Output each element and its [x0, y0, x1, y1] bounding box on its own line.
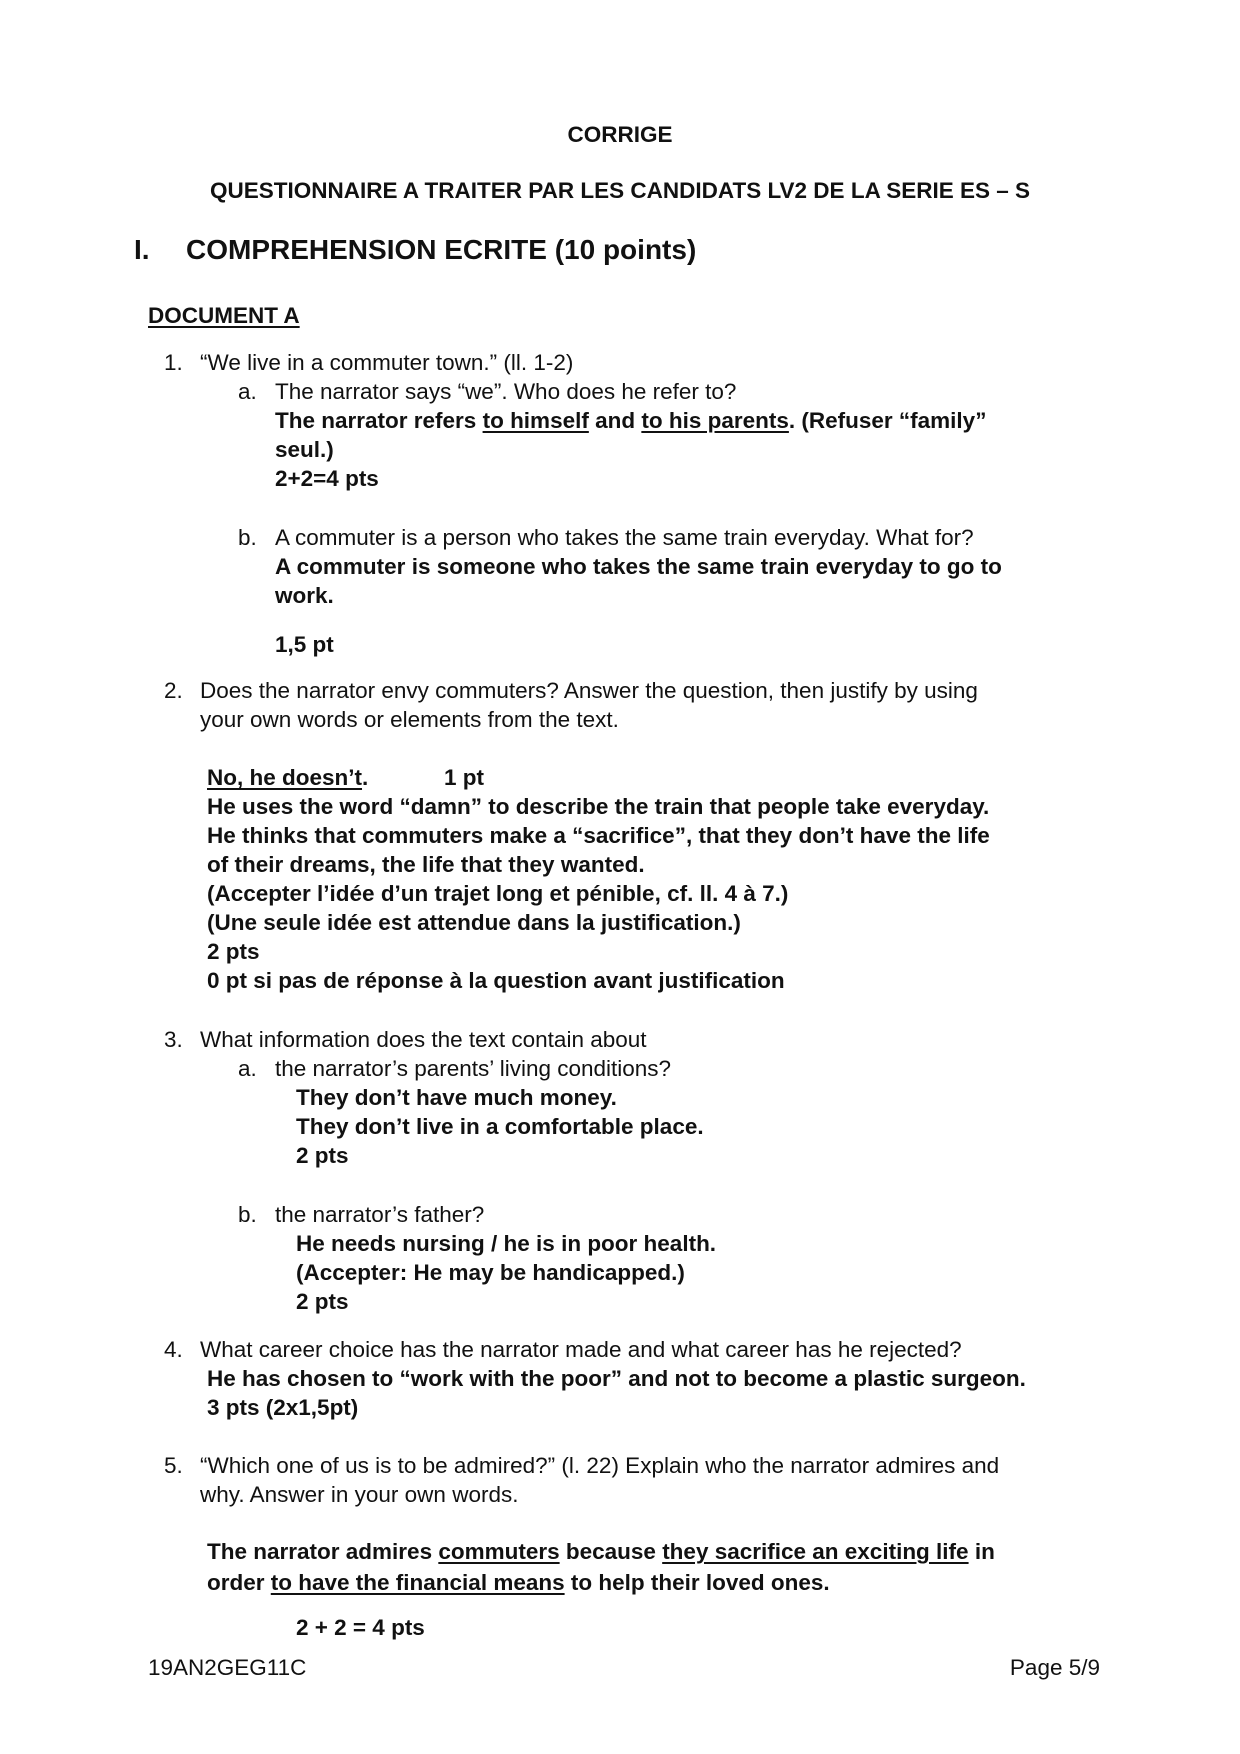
- footer-code: 19AN2GEG11C: [148, 1655, 307, 1680]
- document-label: DOCUMENT A: [148, 303, 300, 328]
- answer-5: The narrator admires commuters because they sacrifice an exciting life in order to have the financial means to help their loved ones.: [207, 1539, 995, 1595]
- sub-letter: b.: [238, 525, 257, 550]
- answer-1b: A commuter is someone who takes the same train everyday to go to work.: [275, 554, 1002, 608]
- points-5: 2 + 2 = 4 pts: [296, 1615, 425, 1640]
- question-1a-text: The narrator says “we”. Who does he refer to?: [275, 379, 737, 404]
- question-5-text: “Which one of us is to be admired?” (l. 22) Explain who the narrator admires and why. Answer in your own words.: [200, 1453, 1000, 1507]
- points-2-answer: 1 pt: [444, 765, 485, 790]
- points-1b: 1,5 pt: [275, 632, 334, 657]
- answer-2: No, he doesn’t.: [207, 765, 369, 790]
- justification-2: He uses the word “damn” to describe the train that people take everyday. He thinks that commuters make a “sacrifice”, that they don’t have the life of their dreams, the life that they wanted. (Accepter l’idée d’un trajet long et pénible, cf. ll. 4 à 7.) (Une seule idée est attendue dans la justification.) 2 pts 0 pt si pas de réponse à la question avant justification: [207, 794, 990, 993]
- question-4-text: What career choice has the narrator made and what career has he rejected?: [200, 1337, 962, 1362]
- question-1-text: “We live in a commuter town.” (ll. 1-2): [200, 350, 574, 375]
- question-3a-text: the narrator’s parents’ living conditions?: [275, 1056, 672, 1081]
- footer-page-number: Page 5/9: [1009, 1655, 1100, 1680]
- section-title: COMPREHENSION ECRITE (10 points): [186, 234, 697, 265]
- question-3-text: What information does the text contain about: [200, 1027, 647, 1052]
- answer-3b: He needs nursing / he is in poor health. (Accepter: He may be handicapped.) 2 pts: [296, 1231, 717, 1314]
- question-number: 3.: [164, 1027, 183, 1052]
- question-3b-text: the narrator’s father?: [275, 1202, 485, 1227]
- answer-4: He has chosen to “work with the poor” and not to become a plastic surgeon. 3 pts (2x1,5pt): [207, 1366, 1026, 1420]
- page-title: CORRIGE: [567, 122, 673, 147]
- question-number: 5.: [164, 1453, 183, 1478]
- sub-letter: a.: [238, 1056, 257, 1081]
- section-number: I.: [134, 234, 150, 265]
- sub-letter: a.: [238, 379, 257, 404]
- answer-1a: The narrator refers to himself and to his parents. (Refuser “family” seul.): [275, 408, 987, 462]
- question-1b-text: A commuter is a person who takes the same train everyday. What for?: [275, 525, 974, 550]
- points-1a: 2+2=4 pts: [275, 466, 379, 491]
- question-number: 2.: [164, 678, 183, 703]
- sub-letter: b.: [238, 1202, 257, 1227]
- question-number: 4.: [164, 1337, 183, 1362]
- question-number: 1.: [164, 350, 183, 375]
- page-subtitle: QUESTIONNAIRE A TRAITER PAR LES CANDIDATS LV2 DE LA SERIE ES – S: [209, 178, 1031, 203]
- answer-3a: They don’t have much money. They don’t live in a comfortable place. 2 pts: [296, 1085, 704, 1168]
- question-2-text: Does the narrator envy commuters? Answer the question, then justify by using your own words or elements from the text.: [200, 678, 978, 732]
